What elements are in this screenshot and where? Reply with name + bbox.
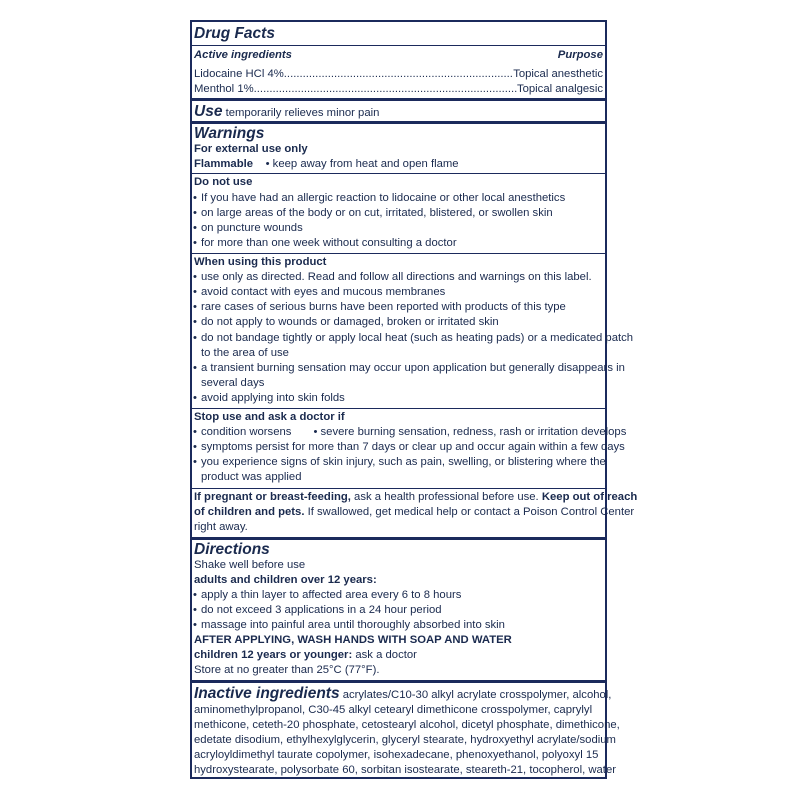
list-item: • If you have had an allergic reaction to lidocaine or other local anesthetics: [193, 192, 566, 204]
ingredient-purpose: Topical anesthetic: [513, 68, 603, 80]
divider: [192, 408, 605, 409]
inactive-ingredients-line: edetate disodium, ethylhexylglycerin, glyceryl stearate, hydroxyethyl acrylate/sodium: [194, 734, 616, 746]
external-use-text: For external use only: [194, 143, 308, 155]
inactive-ingredients-line: methicone, ceteth-20 phosphate, cetostearyl alcohol, dicetyl phosphate, dimethicone,: [194, 719, 620, 731]
divider: [192, 488, 605, 489]
active-ingredients-header: [194, 48, 603, 63]
ingredient-purpose: Topical analgesic: [516, 83, 603, 95]
list-item: • on large areas of the body or on cut, irritated, blistered, or swollen skin: [193, 207, 553, 219]
ingredient-name: Menthol 1%: [194, 83, 254, 95]
inactive-ingredients-first-line: Inactive ingredients acrylates/C10-30 alkyl acrylate crosspolymer, alcohol,: [194, 685, 612, 702]
list-item: • rare cases of serious burns have been reported with products of this type: [193, 301, 566, 313]
list-item: • you experience signs of skin injury, such as pain, swelling, or blistering where the: [193, 456, 606, 468]
divider: [192, 253, 605, 254]
list-item-continuation: product was applied: [201, 471, 302, 483]
list-item: • condition worsens • severe burning sensation, redness, rash or irritation develops: [193, 426, 627, 438]
list-item: • avoid applying into skin folds: [193, 392, 345, 404]
list-item: • apply a thin layer to affected area every 6 to 8 hours: [193, 589, 462, 601]
divider: [192, 173, 605, 174]
warnings-heading: Warnings: [194, 125, 265, 142]
list-item: • symptoms persist for more than 7 days or clear up and occur again within a few days: [193, 441, 625, 453]
use-text: temporarily relieves minor pain: [225, 107, 380, 119]
pregnancy-warning: right away.: [194, 521, 248, 533]
storage-text: Store at no greater than 25°C (77°F).: [194, 664, 380, 676]
pregnancy-warning: If pregnant or breast-feeding, ask a health professional before use. Keep out of reach: [194, 491, 638, 503]
do-not-use-heading: Do not use: [194, 176, 253, 188]
list-item: • a transient burning sensation may occur upon application but generally disappears in: [193, 362, 625, 374]
leader-dots: [284, 67, 513, 82]
stop-use-heading: Stop use and ask a doctor if: [194, 411, 345, 423]
inactive-ingredients-line: aminomethylpropanol, C30-45 alkyl cetearyl dimethicone crosspolymer, caprylyl: [194, 704, 593, 716]
divider: [192, 680, 605, 683]
inactive-ingredients-line: hydroxystearate, polysorbate 60, sorbitan isostearate, steareth-21, tocopherol, water: [194, 764, 616, 776]
active-ingredient-row: [194, 67, 603, 82]
list-item: • avoid contact with eyes and mucous membranes: [193, 286, 446, 298]
list-item-continuation: several days: [201, 377, 265, 389]
list-item: • use only as directed. Read and follow all directions and warnings on this label.: [193, 271, 592, 283]
inactive-ingredients-line: acryloyldimethyl taurate copolymer, isohexadecane, phenoxyethanol, polyoxyl 15: [194, 749, 599, 761]
drug-facts-panel: [190, 20, 638, 779]
inactive-ingredients-heading: Inactive ingredients: [194, 685, 340, 702]
ingredient-name: Lidocaine HCl 4%: [194, 68, 284, 80]
list-item: • do not exceed 3 applications in a 24 hour period: [193, 604, 442, 616]
divider: [192, 45, 605, 46]
list-item: • do not apply to wounds or damaged, broken or irritated skin: [193, 316, 499, 328]
use-section: [194, 102, 603, 121]
directions-wash: AFTER APPLYING, WASH HANDS WITH SOAP AND WATER: [194, 634, 512, 646]
list-item: • on puncture wounds: [193, 222, 303, 234]
directions-shake: Shake well before use: [194, 559, 306, 571]
directions-adults: adults and children over 12 years:: [194, 574, 377, 586]
list-item: • for more than one week without consulting a doctor: [193, 237, 457, 249]
flammable-text: • keep away from heat and open flame: [265, 158, 459, 170]
divider: [192, 98, 605, 101]
purpose-heading: Purpose: [557, 49, 603, 61]
directions-heading: Directions: [194, 541, 270, 558]
list-item: • do not bandage tightly or apply local heat (such as heating pads) or a medicated patch: [193, 332, 634, 344]
when-using-heading: When using this product: [194, 256, 327, 268]
leader-dots: [254, 82, 517, 97]
use-heading: Use: [194, 103, 223, 120]
pregnancy-warning: of children and pets. If swallowed, get medical help or contact a Poison Control Center: [194, 506, 635, 518]
list-item-continuation: to the area of use: [201, 347, 289, 359]
list-item: • massage into painful area until thoroughly absorbed into skin: [193, 619, 505, 631]
active-ingredient-row: [194, 82, 603, 97]
panel-title: Drug Facts: [194, 25, 275, 42]
flammable-line: [194, 157, 603, 172]
directions-children: children 12 years or younger: ask a doctor: [194, 649, 417, 661]
flammable-label: Flammable: [194, 158, 254, 170]
active-ingredients-heading: Active ingredients: [194, 49, 292, 61]
